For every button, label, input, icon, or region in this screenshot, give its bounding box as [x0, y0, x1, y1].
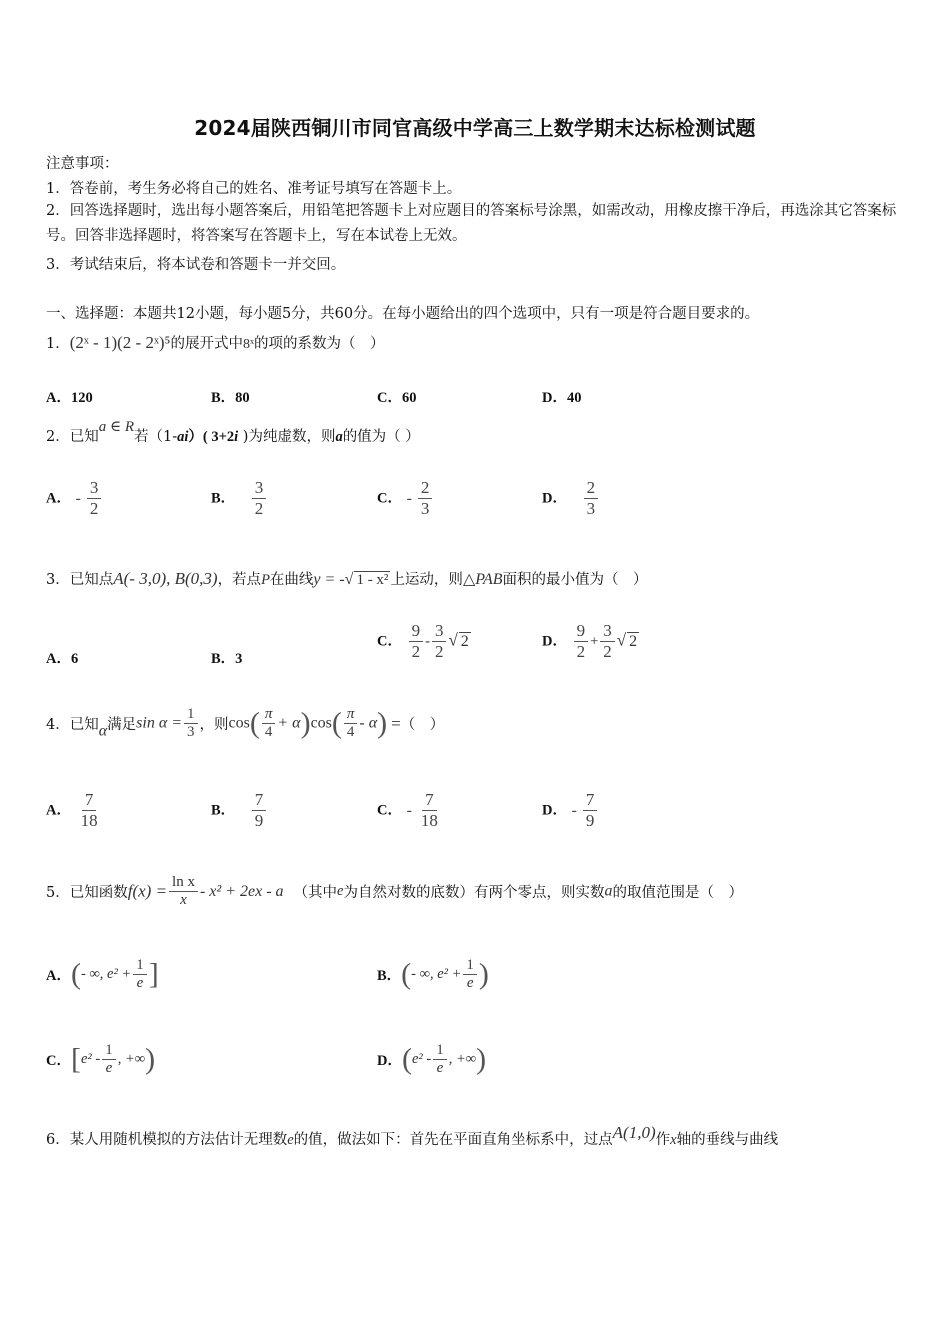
option-a [46, 386, 93, 407]
option-value: 3 [235, 651, 243, 667]
fraction [133, 957, 147, 992]
math-var: e [337, 883, 344, 899]
question-text: （其中 [293, 885, 338, 901]
denominator: e [466, 975, 474, 991]
option-b [211, 790, 268, 831]
radicand: 2 [460, 632, 469, 650]
sign: - [406, 801, 412, 819]
denominator: 18 [420, 811, 438, 830]
math-var: ai [177, 429, 189, 445]
denominator: 2 [603, 642, 612, 661]
page-title: 2024届陕西铜川市同官高级中学高三上数学期末达标检测试题 [194, 116, 756, 140]
fraction [409, 621, 424, 662]
interval-expr: - ∞, e² + [411, 966, 462, 982]
question-number: 6．某人用随机模拟的方法估计无理数 [46, 1132, 288, 1148]
fraction [87, 478, 102, 519]
numerator: π [262, 706, 276, 724]
denominator: 9 [585, 811, 595, 830]
numerator: 7 [422, 790, 437, 811]
fraction [252, 478, 267, 519]
question-2 [46, 419, 420, 446]
question-5 [46, 874, 743, 909]
math-point: A(1,0) [612, 1123, 656, 1142]
question-text: 面积的最小值为（ ） [502, 572, 648, 588]
bracket-right: ] [148, 957, 159, 991]
option-b [211, 386, 250, 407]
question-text: 轴的垂线与曲线 [676, 1132, 779, 1148]
option-b [377, 957, 489, 992]
option-d: D． $\frac{9}{2}$ + $\frac{3}{2}$ √ 2 [542, 621, 638, 661]
question-3: 3．已知点A(- 3,0), B(0,3)，若点P在曲线y = -√ 1 - x² 上运动，则△PAB面积的最小值为（ ） [46, 569, 648, 588]
option-label: B． [211, 651, 236, 667]
option-label: C． [377, 633, 402, 650]
bracket-left: ( [401, 1042, 412, 1076]
denominator: x [180, 892, 187, 908]
math-condition: a ∈ R [98, 419, 135, 435]
question-text: 的值为（ ） [342, 429, 420, 445]
math-radicand: 1 - x² [356, 572, 389, 588]
denominator: 3 [187, 724, 195, 740]
option-a [46, 790, 103, 831]
numerator: 3 [252, 478, 267, 499]
fraction [78, 790, 101, 831]
question-text: 的值，做法如下：首先在平面直角坐标系中，过点 [293, 1132, 613, 1148]
question-text: 的展开式中 [170, 336, 243, 352]
math-func: cos [310, 714, 332, 732]
option-label: A． [46, 490, 71, 507]
option-label: B． [211, 802, 236, 819]
numerator: 1 [433, 1042, 447, 1060]
option-label: D． [377, 1053, 402, 1069]
question-text: 若（1- [134, 429, 178, 445]
fraction [252, 790, 267, 831]
math-expression: - x² + 2ex - a [199, 882, 284, 900]
denominator: 2 [254, 499, 264, 518]
denominator: 18 [80, 811, 98, 830]
option-label: B． [211, 490, 236, 507]
radicand: 2 [629, 632, 638, 650]
fraction [600, 621, 615, 662]
numerator: 7 [583, 790, 598, 811]
fraction [102, 1042, 116, 1077]
question-text: ，若点 [217, 572, 262, 588]
question-text: ，则 [199, 717, 229, 733]
question-6 [46, 1123, 779, 1149]
option-label: C． [377, 490, 402, 507]
fraction [433, 1042, 447, 1077]
interval-expr: e² - [80, 1051, 101, 1067]
math-expression: f(x) = [127, 881, 168, 901]
numerator: 3 [432, 621, 447, 642]
numerator: 3 [600, 621, 615, 642]
denominator: 3 [586, 499, 596, 518]
math-expression: sin α = [136, 714, 183, 732]
option-value: 80 [235, 390, 250, 406]
numerator: 2 [584, 478, 599, 499]
math-var: i [234, 429, 239, 445]
notice-heading: 注意事项： [46, 156, 119, 172]
denominator: 2 [434, 642, 444, 661]
option-c [377, 790, 443, 831]
option-value: 120 [70, 390, 93, 406]
numerator: 1 [133, 957, 147, 975]
denominator: 2 [89, 499, 99, 518]
math-expression: (2ˣ - 1)(2 - 2ˣ)⁵ [69, 333, 171, 352]
question-text: 的取值范围是（ ） [612, 885, 743, 901]
question-text: （ ） [400, 717, 445, 733]
math-equals: = [391, 713, 401, 733]
question-number: 4．已知 [46, 717, 99, 733]
notice-item-3: 3．考试结束后，将本试卷和答题卡一并交回。 [46, 257, 346, 273]
option-b [211, 647, 242, 668]
option-label: A． [46, 968, 71, 984]
math-var: P [261, 572, 270, 588]
denominator: 2 [411, 642, 421, 661]
bracket-left: ( [401, 957, 412, 991]
option-b [211, 478, 268, 519]
fraction [262, 706, 276, 741]
math-var: a [604, 882, 613, 900]
option-label: C． [46, 1053, 71, 1069]
question-number: 2．已知 [46, 429, 99, 445]
question-text: 作 [655, 1132, 671, 1148]
option-d [542, 478, 600, 519]
numerator: 7 [252, 790, 267, 811]
math-points: A(- 3,0), B(0,3) [113, 569, 218, 588]
option-label: D． [542, 802, 567, 819]
operator: + [590, 633, 599, 650]
option-c [377, 478, 434, 519]
option-label: B． [211, 390, 236, 406]
option-d [542, 790, 599, 831]
option-a [46, 478, 103, 519]
bracket-left: ( [70, 957, 81, 991]
numerator: 9 [409, 621, 424, 642]
math-triangle: △PAB [462, 571, 503, 588]
option-value: 60 [401, 390, 417, 406]
math-func: cos [228, 714, 250, 732]
option-c [377, 386, 416, 407]
question-text: 满足 [107, 717, 137, 733]
option-c: C． $\frac{9}{2}$ - $\frac{3}{2}$ √ 2 [377, 621, 469, 661]
question-text: )为纯虚数，则 [238, 429, 336, 445]
math-var: a [335, 429, 343, 445]
numerator: ln x [169, 874, 198, 892]
denominator: 3 [420, 499, 430, 518]
math-var: α [98, 722, 108, 740]
option-label: B． [377, 968, 402, 984]
denominator: e [136, 975, 144, 991]
question-number: 5．已知函数 [46, 885, 128, 901]
option-label: A． [46, 390, 71, 406]
option-c [46, 1042, 155, 1077]
sign: - [571, 801, 577, 819]
interval-expr: , +∞ [448, 1051, 477, 1067]
sign: - [406, 489, 412, 507]
fraction [184, 706, 198, 741]
fraction [584, 478, 599, 519]
question-text: 为自然对数的底数）有两个零点，则实数 [343, 885, 605, 901]
bracket-left: [ [70, 1042, 81, 1076]
notice-item-1: 1．答卷前，考生务必将自己的姓名、准考证号填写在答题卡上。 [46, 181, 462, 197]
fraction [344, 706, 358, 741]
question-1 [46, 332, 385, 353]
question-4: 4．已知α满足sin α = $\frac{1}{3}$ ，则cos( $\frac{\pi}{4}$ + α)cos( $\frac{\pi}{4}$ - α) =（ ） [46, 706, 445, 740]
denominator: e [105, 1060, 113, 1076]
fraction [583, 790, 598, 831]
fraction [574, 621, 589, 662]
option-label: D． [542, 390, 567, 406]
question-text: 在曲线 [269, 572, 314, 588]
numerator: 9 [574, 621, 589, 642]
math-expression: + α [277, 714, 301, 732]
interval-expr: e² - [411, 1051, 432, 1067]
option-value: 40 [566, 390, 582, 406]
bracket-right: ) [476, 1042, 487, 1076]
question-text: 的项的系数为（ ） [254, 336, 385, 352]
option-label: D． [542, 633, 567, 650]
denominator: 9 [254, 811, 264, 830]
numerator: 1 [184, 706, 198, 724]
fraction [169, 874, 198, 909]
denominator: 4 [346, 724, 355, 740]
numerator: 2 [418, 478, 433, 499]
denominator: 4 [264, 724, 273, 740]
question-text: ）( 3+2 [188, 429, 235, 445]
question-number: 1． [46, 336, 70, 352]
option-label: A． [46, 651, 71, 667]
numerator: 7 [82, 790, 97, 811]
notice-item-2: 2．回答选择题时，选出每小题答案后，用铅笔把答题卡上对应题目的答案标号涂黑，如需改动，用橡皮擦干净后，再选涂其它答案标号。回答非选择题时，将答案写在答题卡上，写在本试卷上无效。 [46, 203, 897, 244]
denominator: 2 [576, 642, 586, 661]
bracket-right: ) [478, 957, 489, 991]
math-var: e [287, 1132, 294, 1148]
math-expression: - α [359, 714, 378, 732]
sign: - [75, 489, 81, 507]
option-value: 6 [70, 651, 79, 667]
question-text: 上运动，则 [390, 572, 463, 588]
option-label: D． [542, 490, 567, 507]
question-number: 3．已知点 [46, 572, 114, 588]
numerator: 1 [463, 957, 477, 975]
option-d [542, 386, 581, 407]
fraction [418, 478, 433, 519]
option-d [377, 1042, 486, 1077]
bracket-right: ) [145, 1042, 156, 1076]
fraction [418, 790, 441, 831]
fraction [463, 957, 477, 992]
option-a [46, 647, 78, 668]
numerator: π [344, 706, 358, 724]
operator: - [425, 633, 430, 650]
interval-expr: - ∞, e² + [80, 966, 132, 982]
option-a [46, 957, 159, 992]
option-label: C． [377, 390, 402, 406]
denominator: e [436, 1060, 444, 1076]
interval-expr: , +∞ [117, 1051, 146, 1067]
numerator: 3 [87, 478, 102, 499]
math-expression: y = - [313, 571, 345, 588]
numerator: 1 [102, 1042, 116, 1060]
option-label: A． [46, 802, 71, 819]
math-term: 8ˣ [242, 337, 255, 352]
math-var: x [670, 1132, 677, 1148]
section-heading: 一、选择题：本题共12小题，每小题5分，共60分。在每小题给出的四个选项中，只有一项是符合题目要求的。 [46, 306, 760, 322]
option-label: C． [377, 802, 402, 819]
fraction [432, 621, 447, 662]
